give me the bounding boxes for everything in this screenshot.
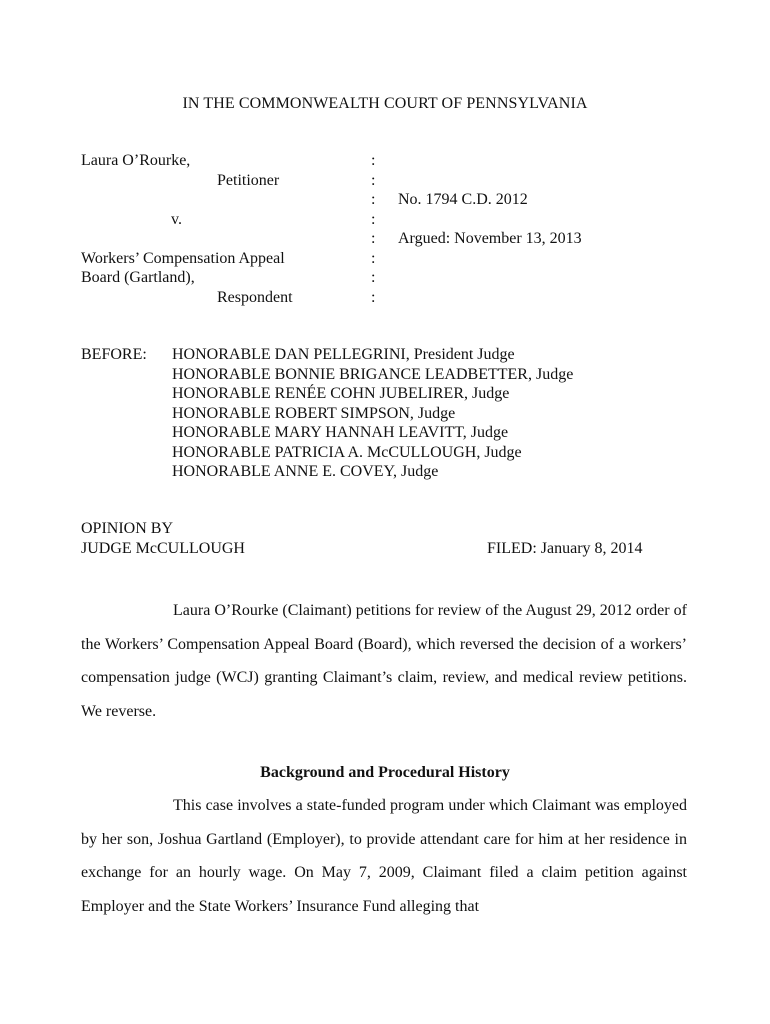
caption-colon: : [371,249,376,267]
judge-entry: HONORABLE ROBERT SIMPSON, Judge [172,404,456,422]
caption-colon: : [371,210,376,228]
case-number: No. 1794 C.D. 2012 [398,191,528,208]
caption-colon-column [371,151,381,307]
opinion-by-label: OPINION BY [81,520,173,537]
filed-date: FILED: January 8, 2014 [487,540,643,557]
petitioner-name: Laura O’Rourke, [81,152,191,169]
judges-list [172,345,573,482]
judge-entry: HONORABLE RENÉE COHN JUBELIRER, Judge [172,385,510,402]
judge-entry: HONORABLE ANNE E. COVEY, Judge [172,463,439,480]
opinion-judge: JUDGE McCULLOUGH [81,540,245,557]
caption-colon: : [371,230,376,247]
section-heading: Background and Procedural History [260,764,510,781]
petitioner-role: Petitioner [217,171,280,189]
argued-date: Argued: November 13, 2013 [398,230,582,247]
judge-entry: HONORABLE BONNIE BRIGANCE LEADBETTER, Judge [172,365,574,383]
caption-colon: : [371,171,376,189]
opening-paragraph-text: Laura O’Rourke (Claimant) petitions for review of the August 29, 2012 order of the Workers’ Compensation Appeal Board (Board), which reversed the decision of a workers’ compensation judge (WCJ) granting Claimant’s claim, review, and medical review petitions. We reverse. [81,602,687,720]
caption-colon: : [371,269,376,286]
respondent-line2: Board (Gartland), [81,269,195,286]
background-paragraph [81,789,687,923]
judge-entry: HONORABLE MARY HANNAH LEAVITT, Judge [172,424,509,441]
caption-spacer [81,229,371,249]
case-caption-parties [81,151,371,307]
opinion-author [81,519,245,559]
judge-entry: HONORABLE DAN PELLEGRINI, President Judge [172,346,515,363]
court-title: IN THE COMMONWEALTH COURT OF PENNSYLVANIA [182,95,588,112]
opening-paragraph [81,594,687,728]
caption-colon: : [371,152,376,169]
caption-colon: : [371,191,376,208]
caption-spacer [81,190,371,210]
respondent-role: Respondent [217,288,293,306]
caption-colon: : [371,288,376,306]
judge-entry: HONORABLE PATRICIA A. McCULLOUGH, Judge [172,443,522,461]
respondent-line1: Workers’ Compensation Appeal [81,249,285,267]
versus: v. [171,210,182,228]
background-paragraph-text: This case involves a state-funded program under which Claimant was employed by her son, Joshua Gartland (Employer), to provide attendant care for him at her residence in exchange for an hourly wage. On May 7, 2009, Claimant filed a claim petition against Employer and the State Workers’ Insurance Fund alleging that [81,797,687,915]
before-label: BEFORE: [81,346,147,363]
